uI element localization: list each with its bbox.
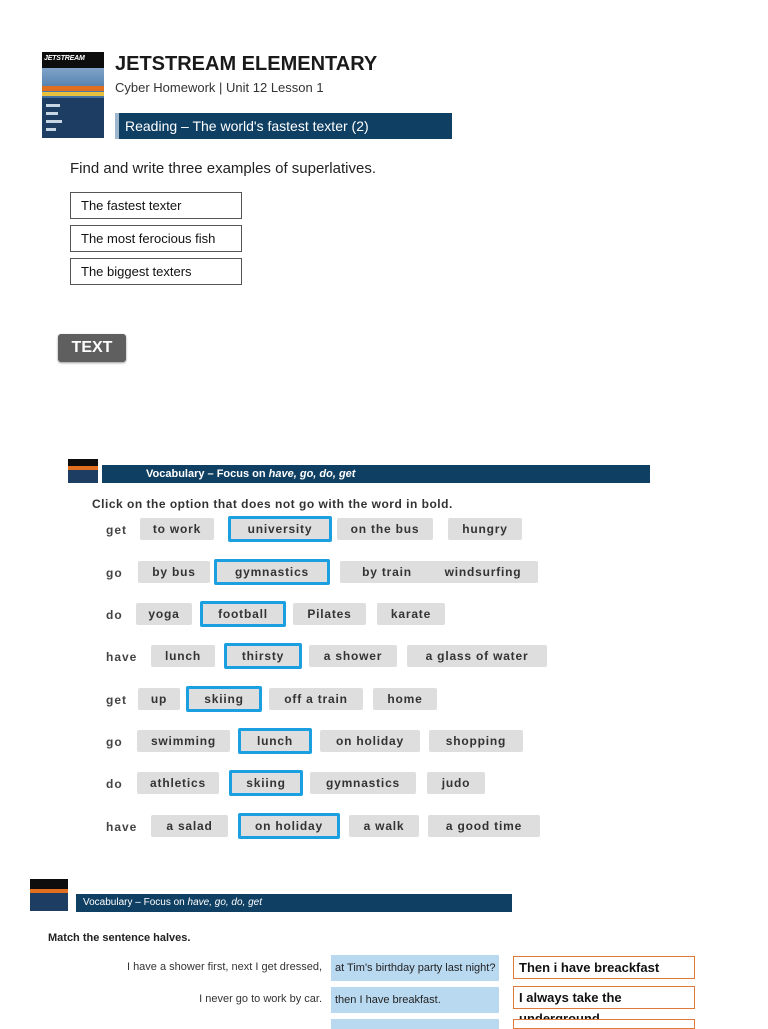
option-chip-selected[interactable]: skiing [229,770,303,796]
sentence-right-2[interactable]: then I have breakfast. [331,987,499,1013]
book-cover-image [42,52,104,138]
option-chip[interactable]: swimming [137,730,230,752]
verb-label: have [106,820,138,834]
option-chip-selected[interactable]: thirsty [224,643,302,669]
option-chip[interactable]: a walk [349,815,419,837]
verb-label: do [106,608,123,622]
vocab1-instruction: Click on the option that does not go with the word in bold. [92,497,453,511]
option-chip-selected[interactable]: on holiday [238,813,340,839]
option-chip-selected[interactable]: university [228,516,332,542]
option-chip-selected[interactable]: football [200,601,286,627]
option-chip[interactable]: Pilates [293,603,366,625]
match-answer-3[interactable] [513,1019,695,1029]
page-title: JETSTREAM ELEMENTARY [115,53,378,75]
page-subtitle: Cyber Homework | Unit 12 Lesson 1 [115,80,324,95]
answer-field-2[interactable]: The most ferocious fish [70,225,242,252]
vocab2-instruction: Match the sentence halves. [48,932,191,944]
sentence-right-3[interactable] [331,1019,499,1029]
option-chip-selected[interactable]: lunch [238,728,312,754]
option-chip[interactable]: athletics [137,772,219,794]
vocab1-header-prefix: Vocabulary – Focus on [146,468,269,480]
task1-instruction: Find and write three examples of superlatives. [70,160,376,177]
option-chip[interactable]: by bus [138,561,210,583]
vocab1-header-words: have, go, do, get [268,468,356,480]
option-chip[interactable]: up [138,688,180,710]
sentence-left-2: I never go to work by car. [199,993,322,1005]
option-chip[interactable]: yoga [136,603,192,625]
option-chip[interactable]: home [373,688,437,710]
verb-label: get [106,693,127,707]
option-chip[interactable]: hungry [448,518,522,540]
verb-label: get [106,523,127,537]
option-chip[interactable]: a salad [151,815,228,837]
answer-field-1[interactable]: The fastest texter [70,192,242,219]
option-chip[interactable]: a shower [309,645,397,667]
option-chip[interactable]: to work [140,518,214,540]
option-chip[interactable]: a good time [428,815,540,837]
option-chip-selected[interactable]: skiing [186,686,262,712]
text-button[interactable]: TEXT [58,334,126,362]
match-answer-2[interactable]: I always take the [513,986,695,1009]
option-chip[interactable]: judo [427,772,485,794]
vocab2-header-prefix: Vocabulary – Focus on [83,897,188,908]
option-chip[interactable]: lunch [151,645,215,667]
verb-label: do [106,777,123,791]
option-chip[interactable]: gymnastics [310,772,416,794]
option-chip[interactable]: on the bus [337,518,433,540]
option-chip[interactable]: off a train [269,688,363,710]
option-chip-selected[interactable]: gymnastics [214,559,330,585]
vocab1-section-header [102,465,650,483]
match-answer-1[interactable]: Then i have breackfast [513,956,695,979]
vocab2-cover-thumbnail [30,879,68,911]
answer-field-3[interactable]: The biggest texters [70,258,242,285]
vocab2-header-words: have, go, do, get [187,897,263,908]
verb-label: go [106,566,123,580]
cover-brand: JETSTREAM [44,55,85,62]
option-chip[interactable]: windsurfing [428,561,538,583]
verb-label: go [106,735,123,749]
sentence-left-1: I have a shower first, next I get dressed, [126,961,322,973]
option-chip[interactable]: a glass of water [407,645,547,667]
vocab2-section-header [76,894,512,912]
vocab1-cover-thumbnail [68,459,98,483]
reading-section-header: Reading – The world's fastest texter (2) [115,113,452,139]
option-chip[interactable]: shopping [429,730,523,752]
option-chip[interactable]: on holiday [320,730,420,752]
verb-label: have [106,650,138,664]
option-chip[interactable]: by train [340,561,434,583]
sentence-right-1[interactable]: at Tim's birthday party last night? [331,955,499,981]
option-chip[interactable]: karate [377,603,445,625]
